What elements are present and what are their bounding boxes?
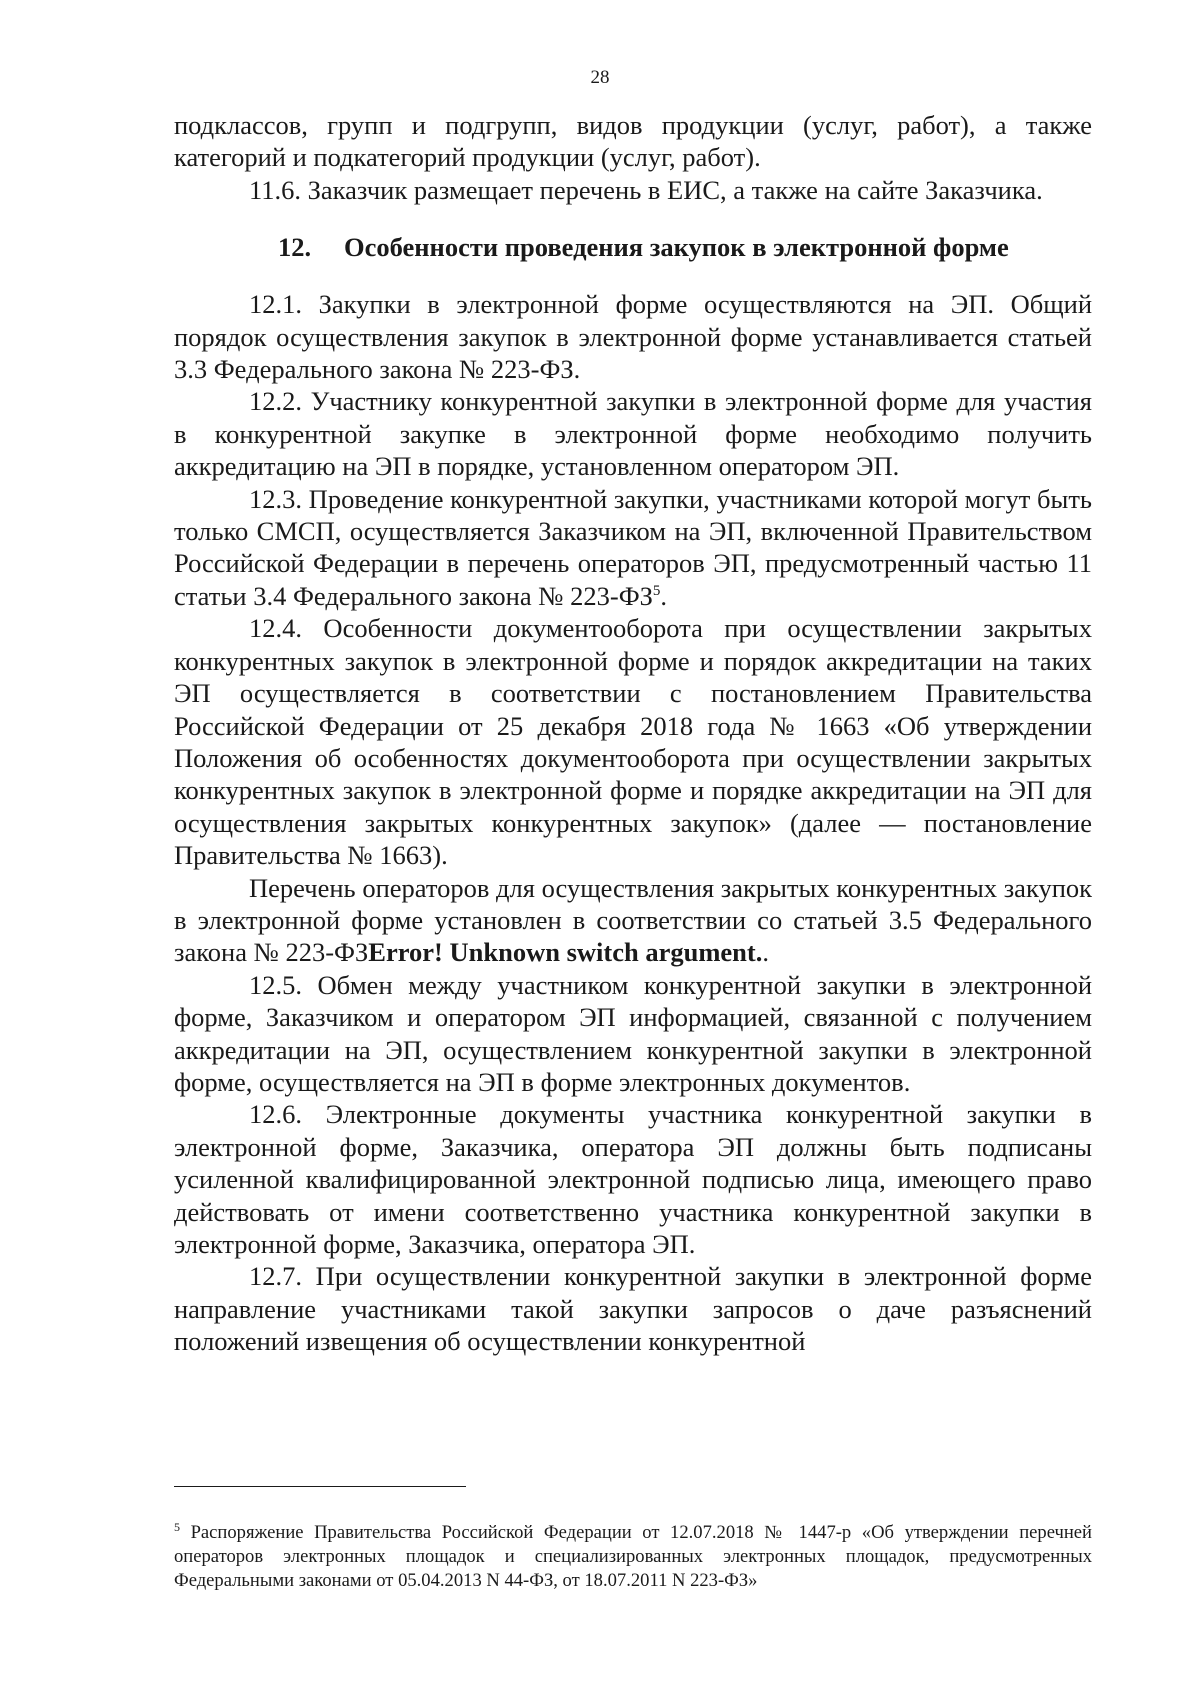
paragraph-continuation: подклассов, групп и подгрупп, видов продукции (услуг, работ), а также категорий и подкатегорий продукции (услуг, работ). [174, 110, 1092, 173]
paragraph-12-3 [174, 483, 1092, 613]
footnote-divider [174, 1486, 466, 1487]
footnote-marker: 5 [174, 1519, 180, 1534]
paragraph-12-4: 12.4. Особенности документооборота при осуществлении закрытых конкурентных закупок в электронной форме и порядок аккредитации на таких ЭП осуществляется в соответствии с постановлением Правительства Российской Федерации от 25 декабря 2018 года № 1663 «Об утверждении Положения об особенностях документооборота при осуществлении закрытых конкурентных закупок в электронной форме и порядке аккредитации на ЭП для осуществления закрытых конкурентных закупок» (далее — постановление Правительства № 1663). [174, 613, 1092, 871]
paragraph-12-2: 12.2. Участнику конкурентной закупки в электронной форме для участия в конкурентной закупке в электронной форме необходимо получить аккредитацию на ЭП в порядке, установленном оператором ЭП. [174, 386, 1092, 482]
paragraph-12-7: 12.7. При осуществлении конкурентной закупки в электронной форме направление участниками такой закупки запросов о даче разъяснений положений извещения об осуществлении конкурентной [174, 1261, 1092, 1357]
paragraph-11-6: 11.6. Заказчик размещает перечень в ЕИС, а также на сайте Заказчика. [249, 174, 1043, 205]
page-number: 28 [590, 67, 610, 88]
footnote [174, 1521, 1092, 1593]
paragraph-12-6: 12.6. Электронные документы участника конкурентной закупки в электронной форме, Заказчика, оператора ЭП должны быть подписаны усиленной квалифицированной электронной подписью лица, имеющего право действовать от имени соответственно участника конкурентной закупки в электронной форме, Заказчика, оператора ЭП. [174, 1099, 1092, 1259]
paragraph-operators-list [174, 872, 1092, 969]
paragraph-operators-list-text: Перечень операторов для осуществления закрытых конкурентных закупок в электронной форме установлен в соответствии со статьей 3.5 Федерального закона № 223-ФЗ [174, 872, 1092, 968]
section-title: Особенности проведения закупок в электронной форме [344, 232, 1009, 263]
paragraph-12-3-text: 12.3. Проведение конкурентной закупки, участниками которой могут быть только СМСП, осуществляется Заказчиком на ЭП, включенной Правительством Российской Федерации в перечень операторов ЭП, предусмотренный частью 11 статьи 3.4 Федерального закона № 223-ФЗ [174, 483, 1092, 611]
section-number: 12. [278, 232, 312, 263]
field-error-text: Error! Unknown switch argument. [368, 937, 763, 968]
footnote-text: Распоряжение Правительства Российской Федерации от 12.07.2018 № 1447-р «Об утверждении перечней операторов электронных площадок и специализированных электронных площадок, предусмотренных Федеральными законами от 05.04.2013 N 44-ФЗ, от 18.07.2011 N 223-ФЗ» [174, 1522, 1092, 1591]
document-body [174, 109, 1092, 1358]
section-heading [174, 231, 1092, 263]
footnote-reference[interactable]: 5 [652, 583, 661, 600]
paragraph-12-1: 12.1. Закупки в электронной форме осуществляются на ЭП. Общий порядок осуществления закупок в электронной форме устанавливается статьей 3.3 Федерального закона № 223-ФЗ. [174, 289, 1092, 385]
paragraph-12-3-end: . [660, 580, 668, 611]
paragraph-12-5: 12.5. Обмен между участником конкурентной закупки в электронной форме, Заказчиком и оператором ЭП информацией, связанной с получением аккредитации на ЭП, осуществлением конкурентной закупки в электронной форме, осуществляется на ЭП в форме электронных документов. [174, 969, 1092, 1097]
paragraph-operators-list-end: . [762, 937, 769, 968]
